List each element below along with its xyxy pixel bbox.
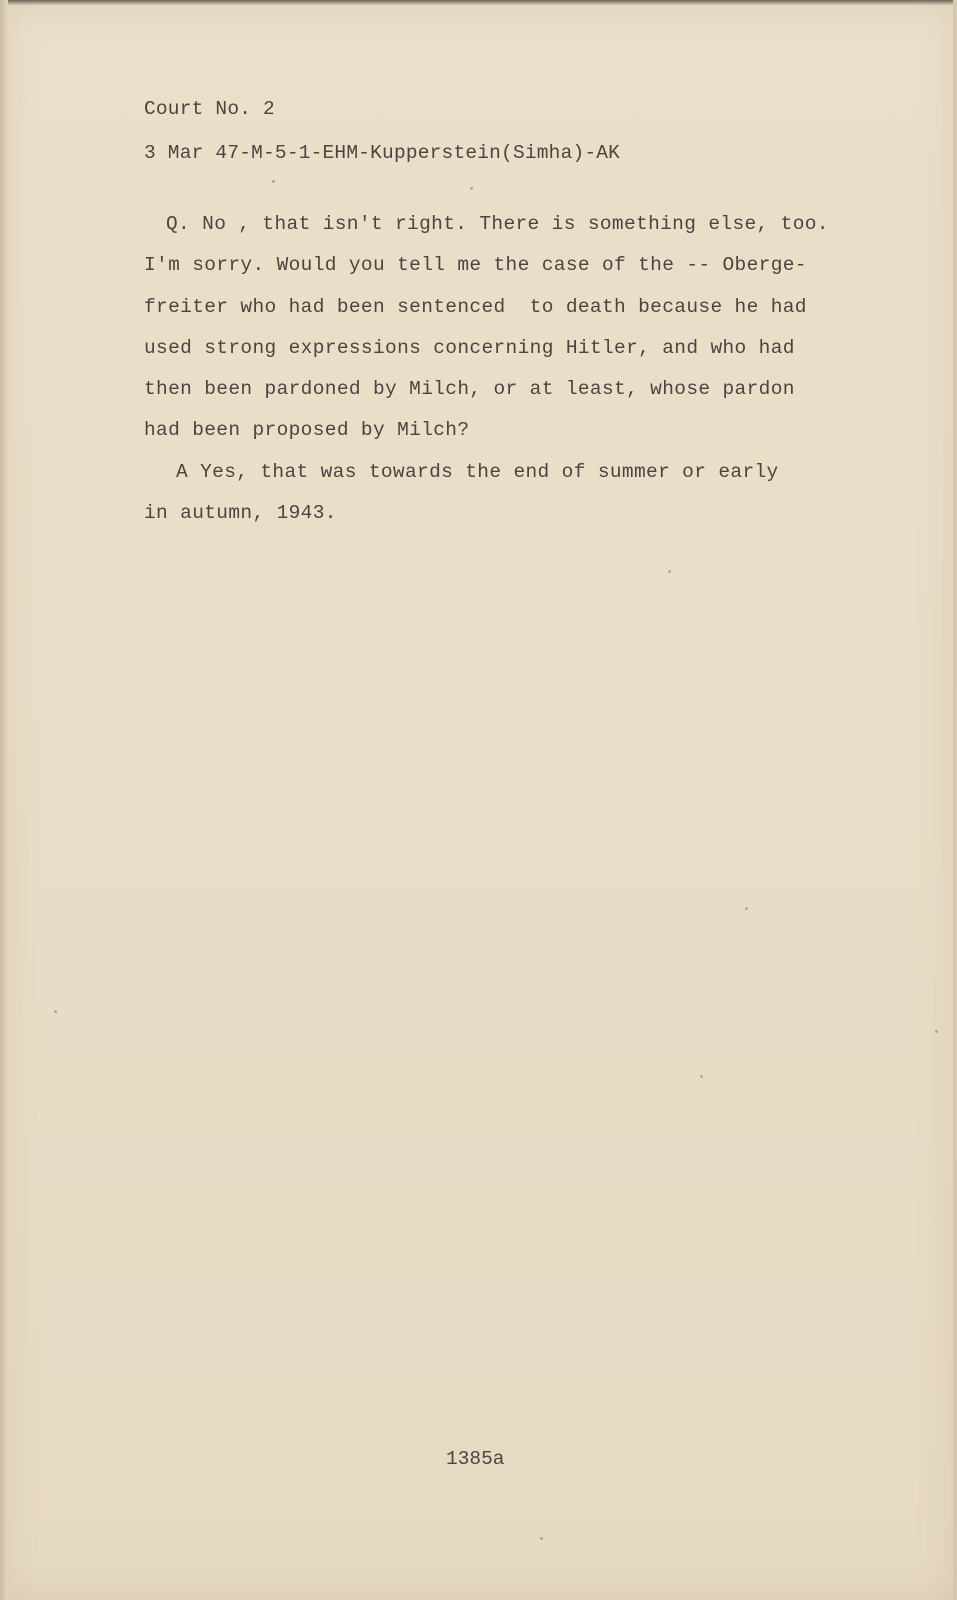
transcript-reference: 3 Mar 47-M-5-1-EHM-Kupperstein(Simha)-AK	[144, 142, 621, 164]
page-top-edge	[0, 0, 957, 5]
question-line: Q. No , that isn't right. There is something else, too.	[166, 213, 829, 235]
page-number: 1385a	[446, 1448, 505, 1470]
paper-speck	[935, 1030, 938, 1033]
paper-speck	[470, 187, 473, 190]
page-left-edge	[0, 0, 8, 1600]
question-line: freiter who had been sentenced to death because he had	[144, 295, 807, 318]
question-line: used strong expressions concerning Hitler, and who had	[144, 336, 795, 359]
court-number: Court No. 2	[144, 98, 275, 120]
paper-speck	[668, 570, 671, 573]
question-line: had been proposed by Milch?	[144, 419, 470, 442]
answer-line: A Yes, that was towards the end of summer or early	[176, 460, 779, 483]
paper-speck	[540, 1537, 543, 1540]
paper-speck	[272, 180, 275, 183]
paper-speck	[745, 907, 748, 910]
transcript-body	[144, 204, 864, 534]
answer-line: in autumn, 1943.	[144, 502, 337, 525]
paper-speck	[54, 1010, 57, 1013]
page-right-edge	[953, 0, 957, 1600]
question-line: then been pardoned by Milch, or at least, whose pardon	[144, 378, 795, 401]
paper-speck	[700, 1075, 703, 1078]
question-line: I'm sorry. Would you tell me the case of the -- Oberge-	[144, 254, 807, 277]
